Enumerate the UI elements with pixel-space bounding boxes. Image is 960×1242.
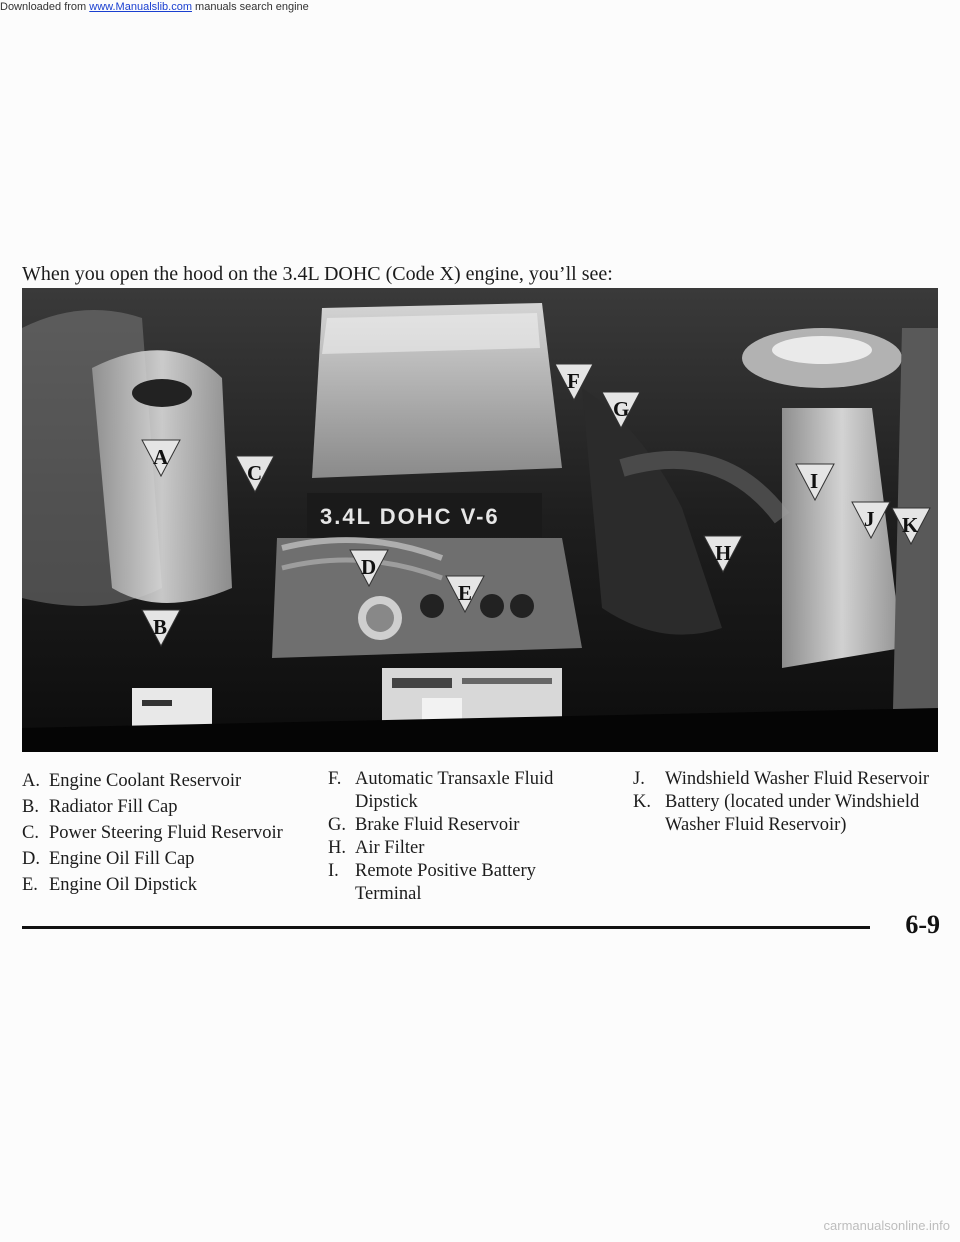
svg-text:G: G: [613, 397, 630, 421]
legend-item-a: A. Engine Coolant Reservoir: [22, 771, 242, 791]
legend-item-e: E. Engine Oil Dipstick: [22, 875, 197, 895]
legend-item-g: G. Brake Fluid Reservoir: [328, 815, 520, 835]
svg-text:D: D: [361, 555, 377, 579]
download-prefix: Downloaded from: [0, 1, 90, 13]
engine-badge-text: 3.4L DOHC V-6: [320, 504, 500, 529]
svg-text:I: I: [810, 469, 819, 493]
svg-text:E: E: [458, 581, 473, 605]
svg-text:J: J: [864, 507, 875, 531]
download-suffix: manuals search engine: [191, 1, 309, 13]
legend-item-f: F. Automatic Transaxle Fluid Dipstick: [328, 769, 554, 812]
svg-text:K: K: [902, 513, 919, 537]
legend-item-c: C. Power Steering Fluid Reservoir: [22, 823, 283, 843]
legend-column-2: [328, 768, 588, 906]
legend-item-b: B. Radiator Fill Cap: [22, 797, 178, 817]
page-rule: [22, 926, 870, 929]
legend-item-d: D. Engine Oil Fill Cap: [22, 849, 195, 869]
engine-photo-illustration: [22, 288, 938, 752]
legend-item-k: K. Battery (located under Windshield Washer Fluid Reservoir): [633, 792, 920, 835]
svg-text:F: F: [567, 369, 580, 393]
svg-text:A: A: [153, 445, 169, 469]
legend-item-i: I. Remote Positive Battery Terminal: [328, 861, 536, 904]
svg-text:B: B: [153, 615, 168, 639]
page-number: 6-9: [905, 910, 940, 939]
engine-compartment-photo: [22, 288, 938, 752]
manualslib-link[interactable]: www.Manualslib.com: [89, 1, 192, 13]
legend-column-1: [22, 768, 322, 898]
svg-text:C: C: [247, 461, 263, 485]
legend-column-3: [633, 768, 933, 837]
footer-watermark: carmanualsonline.info: [823, 1218, 950, 1233]
svg-text:H: H: [715, 541, 732, 565]
intro-sentence: When you open the hood on the 3.4L DOHC (Code X) engine, you’ll see:: [22, 263, 613, 285]
legend-item-h: H. Air Filter: [328, 838, 425, 858]
legend-item-j: J. Windshield Washer Fluid Reservoir: [633, 769, 930, 789]
download-source-bar: [0, 0, 960, 14]
